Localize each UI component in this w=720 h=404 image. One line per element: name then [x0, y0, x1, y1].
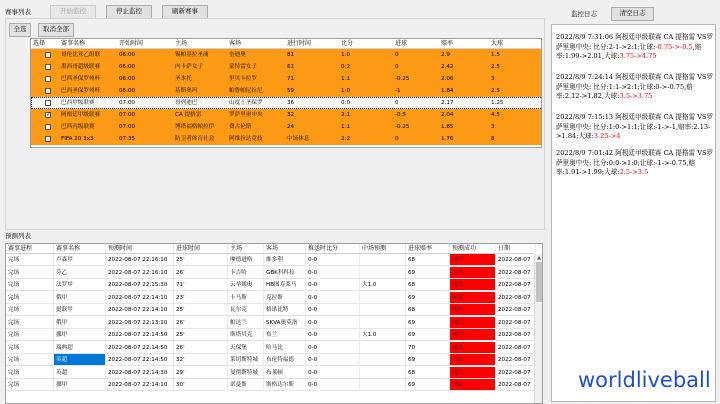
- event-cell: 阿维拉达竞技: [229, 136, 263, 142]
- event-cell: 巴西丙级联赛: [61, 124, 95, 130]
- prediction-cell: 完场: [6, 329, 54, 340]
- prediction-row[interactable]: [6, 329, 534, 341]
- event-cell: 0: [395, 136, 399, 142]
- event-header-cell: 赛事名称: [61, 40, 86, 47]
- prediction-cell: 大1.0: [360, 279, 406, 290]
- prediction-cell: 2022-08-07: [496, 329, 536, 340]
- prediction-cell: [360, 317, 406, 328]
- prediction-cell: 2022-08-07 22:15:30: [106, 279, 174, 290]
- prediction-cell: 格诺比特: [264, 304, 306, 315]
- prediction-cell: SKVA奥莫洛: [264, 317, 306, 328]
- prediction-header-cell: 赛事进程: [6, 244, 54, 253]
- event-cell: 1:1: [341, 124, 351, 130]
- prediction-success-cell: 成功: [450, 379, 496, 390]
- prediction-cell: 完场: [6, 317, 54, 328]
- prediction-cell: 25': [174, 254, 228, 265]
- prediction-cell: [360, 354, 406, 365]
- event-header-cell: 进行时间: [287, 40, 312, 47]
- event-cell: 06:00: [119, 76, 136, 82]
- event-cell: 2.06: [441, 76, 454, 82]
- event-cell: -1: [395, 88, 401, 94]
- event-cell: 中场休息: [287, 136, 310, 142]
- prediction-cell: 瓦尔克: [228, 304, 264, 315]
- prediction-header-cell: 赛事名称: [54, 244, 106, 253]
- event-cell: 0:2: [341, 64, 351, 70]
- prediction-cell: 2022-08-07 22:14:50: [106, 354, 174, 365]
- prediction-cell: 2022-08-07: [496, 367, 536, 378]
- event-cell: 墨西哥超级联赛: [61, 64, 101, 70]
- prediction-cell: [360, 254, 406, 265]
- prediction-header-cell: 主场: [228, 244, 264, 253]
- log-entry: [556, 113, 714, 142]
- log-text: 2022/8/9 7:31:06 阿根廷甲级联赛 CA 提格雷 VS罗萨里奥中央: 比分:2-1->2:1;让球:: [556, 33, 714, 51]
- prediction-cell: 2022-08-07 22:14:50: [106, 342, 174, 353]
- event-cell: 1:1: [341, 76, 351, 82]
- event-row[interactable]: [31, 121, 542, 133]
- prediction-cell: 挪甲: [54, 329, 106, 340]
- prediction-success-cell: 成功: [450, 254, 496, 265]
- prediction-cell: [360, 267, 406, 278]
- event-cell: 24: [287, 124, 295, 130]
- log-entry: [556, 149, 714, 178]
- event-select-cell[interactable]: [31, 121, 59, 133]
- event-cell: 巴西甲级联赛: [61, 100, 95, 106]
- prediction-cell: 完场: [6, 304, 54, 315]
- prediction-cell: 71': [174, 279, 228, 290]
- event-cell: 61: [287, 64, 295, 70]
- event-select-cell[interactable]: [31, 85, 59, 97]
- event-cell: FIFA 20 3x3: [61, 136, 94, 142]
- prediction-cell: 哈马比: [264, 342, 306, 353]
- deselect-all-button[interactable]: 取消全部: [38, 23, 74, 37]
- prediction-cell: 英超: [54, 367, 106, 378]
- prediction-cell: GBK科科拉: [264, 267, 306, 278]
- event-cell: 2:1: [341, 112, 351, 118]
- event-cell: 圣本托: [175, 76, 192, 82]
- prediction-header-cell: 客场: [264, 244, 306, 253]
- event-cell: 内卡萨女子: [175, 64, 203, 70]
- prediction-cell: 俄甲: [54, 292, 106, 303]
- prediction-cell: 完场: [6, 292, 54, 303]
- prediction-cell: [360, 292, 406, 303]
- prediction-list-label: 预测列表: [5, 232, 31, 240]
- event-cell: 32: [287, 112, 295, 118]
- prediction-header-cell: 进球赔率: [406, 244, 450, 253]
- prediction-cell: 0-0: [306, 379, 360, 390]
- event-cell: 1:0: [341, 52, 351, 58]
- prediction-cell: 68: [406, 279, 450, 290]
- prediction-row[interactable]: [6, 342, 534, 354]
- event-row[interactable]: [31, 61, 542, 73]
- event-select-cell[interactable]: [31, 97, 59, 109]
- refresh-events-button[interactable]: 刷新赛事: [162, 5, 208, 19]
- prediction-success-cell: 成功: [450, 329, 496, 340]
- event-cell: 1.84: [441, 88, 454, 94]
- prediction-cell: 布莱顿: [264, 367, 306, 378]
- event-header-cell: 选择: [33, 40, 46, 47]
- log-text: 2022/8/9 7:15:13 阿根廷甲级联赛 CA 提格雷 VS罗萨里奥中央: 比分:1:0->1:1;让球:-1->-1,赔率:2.13->1.84;大球:: [556, 113, 714, 141]
- prediction-cell: HB图寿莱马: [264, 279, 306, 290]
- prediction-cell: 25': [174, 329, 228, 340]
- prediction-cell: 卡吉哈: [228, 267, 264, 278]
- prediction-success-cell: 成功: [450, 267, 496, 278]
- scroll-thumb[interactable]: [536, 262, 542, 302]
- event-cell: 59: [287, 88, 295, 94]
- event-cell: 2.04: [441, 112, 454, 118]
- prediction-cell: 完场: [6, 267, 54, 278]
- event-cell: CA 提格雷: [175, 112, 202, 118]
- select-all-button[interactable]: 全选: [9, 23, 31, 37]
- event-cell: 2.17: [441, 100, 454, 106]
- prediction-header-cell: 预测成功: [450, 244, 496, 253]
- event-select-checkbox[interactable]: [45, 88, 51, 94]
- prediction-cell: 莱切斯特城: [228, 354, 264, 365]
- event-row[interactable]: [31, 97, 542, 109]
- prediction-cell: 克拉斯: [264, 292, 306, 303]
- prediction-cell: 卡马斯: [228, 292, 264, 303]
- prediction-cell: 2022-08-07 22:16:10: [106, 254, 174, 265]
- event-cell: 2.5: [491, 64, 500, 70]
- prediction-cell: 曼彻斯特城: [228, 367, 264, 378]
- event-cell: 1.5: [491, 52, 500, 58]
- log-entry: [556, 73, 714, 102]
- log-change-text: 3.25->4: [593, 132, 621, 141]
- prediction-cell: 30': [174, 379, 228, 390]
- event-cell: 07:00: [119, 124, 136, 130]
- event-cell: 07:00: [119, 100, 136, 106]
- prediction-cell: 69: [406, 267, 450, 278]
- event-cell: 06:00: [119, 88, 136, 94]
- prediction-cell: 2022-08-07 22:14:30: [106, 367, 174, 378]
- prediction-cell: 69: [406, 317, 450, 328]
- prediction-cell: 完场: [6, 354, 54, 365]
- prediction-cell: 0-0: [306, 267, 360, 278]
- prediction-cell: 26': [174, 342, 228, 353]
- log-text: 2022/8/9 7:01:42 阿根廷甲级联赛 CA 提格雷 VS罗萨里奥中央: 比分:0:0->1:0;让球:-1->-0.75,赔率:1.91->1.99;大球:: [556, 149, 714, 177]
- event-select-checkbox[interactable]: [45, 76, 51, 82]
- prediction-success-cell: 成功: [450, 367, 496, 378]
- event-row[interactable]: [31, 85, 542, 97]
- log-change-text: 3.75->4.75: [619, 52, 657, 61]
- monitor-log-panel[interactable]: [551, 24, 716, 402]
- prediction-cell: 0-0: [306, 354, 360, 365]
- event-header-cell: 进球: [395, 40, 408, 47]
- event-cell: 山度士圣保罗: [229, 100, 263, 106]
- event-cell: 1.85: [441, 124, 454, 130]
- event-cell: -0.5: [395, 112, 406, 118]
- event-select-cell[interactable]: [31, 49, 59, 61]
- prediction-cell: 完场: [6, 379, 54, 390]
- prediction-header-cell: 中场预测: [360, 244, 406, 253]
- start-monitor-button[interactable]: 开始监控: [50, 5, 96, 19]
- prediction-cell: 0-0: [306, 317, 360, 328]
- event-header-cell: 主场: [175, 40, 188, 47]
- event-cell: 0: [395, 64, 399, 70]
- prediction-row[interactable]: [6, 267, 534, 279]
- event-cell: 奎迪奥: [229, 52, 246, 58]
- prediction-cell: 0-0: [306, 329, 360, 340]
- prediction-cell: 0-0: [306, 254, 360, 265]
- prediction-success-cell: 成功: [450, 304, 496, 315]
- event-cell: 06:00: [119, 64, 136, 70]
- prediction-row[interactable]: [6, 354, 534, 366]
- event-list-label: 赛事列表: [5, 8, 31, 16]
- prediction-cell: 诺曼斯: [228, 379, 264, 390]
- event-row[interactable]: [31, 73, 542, 85]
- prediction-cell: [360, 342, 406, 353]
- prediction-cell: 挪甲: [54, 379, 106, 390]
- prediction-cell: 0-0: [306, 292, 360, 303]
- scroll-up-icon[interactable]: ▲: [537, 255, 541, 261]
- prediction-row[interactable]: [6, 254, 534, 266]
- prediction-cell: 摩德进格: [228, 254, 264, 265]
- event-cell: 0: [395, 100, 399, 106]
- event-cell: 费古伦斯: [229, 124, 252, 130]
- event-cell: 1:0: [341, 88, 351, 94]
- event-cell: -0.25: [395, 76, 410, 82]
- prediction-cell: 69: [406, 379, 450, 390]
- event-cell: 帕鲁帕尼拉尼: [229, 88, 263, 94]
- prediction-cell: 68: [406, 367, 450, 378]
- prediction-cell: [360, 304, 406, 315]
- event-cell: 36: [287, 100, 295, 106]
- prediction-table-header: [6, 244, 534, 254]
- prediction-cell: 2022-08-07 22:14:10: [106, 379, 174, 390]
- clear-log-button[interactable]: 清空日志: [611, 7, 654, 21]
- prediction-cell: 布兰: [264, 329, 306, 340]
- prediction-cell: 完场: [6, 367, 54, 378]
- event-cell: 2.42: [441, 64, 454, 70]
- prediction-cell: 2022-08-07 22:13:10: [106, 317, 174, 328]
- event-select-cell[interactable]: [31, 61, 59, 73]
- event-table[interactable]: [30, 38, 542, 148]
- prediction-cell: 29': [174, 367, 228, 378]
- log-change-text: -0.75->-0.5: [655, 42, 693, 51]
- event-select-checkbox[interactable]: [45, 64, 51, 70]
- prediction-cell: 完场: [6, 254, 54, 265]
- prediction-cell: 70: [406, 342, 450, 353]
- event-cell: 3: [491, 76, 495, 82]
- prediction-row[interactable]: [6, 317, 534, 329]
- event-cell: 锡帕基拉圣浦: [175, 52, 209, 58]
- event-select-checkbox[interactable]: [45, 52, 51, 58]
- event-cell: 巴西圣保罗州杯: [61, 76, 101, 82]
- event-header-cell: 开始时间: [119, 40, 144, 47]
- prediction-cell: 69: [406, 292, 450, 303]
- prediction-header-cell: 预测时间: [106, 244, 174, 253]
- log-change-text: 2.5->3.5: [619, 168, 649, 177]
- prediction-cell: 32': [174, 354, 228, 365]
- prediction-cell: 2022-08-07: [496, 354, 536, 365]
- prediction-row[interactable]: [6, 379, 534, 391]
- event-row[interactable]: [31, 109, 542, 121]
- event-cell: 07:00: [119, 112, 136, 118]
- prediction-cell: 维多利: [264, 254, 306, 265]
- event-cell: 阿根廷甲级联赛: [61, 112, 101, 118]
- prediction-success-cell: 成功: [450, 317, 496, 328]
- prediction-success-cell: 成功: [450, 292, 496, 303]
- event-cell: 巴西圣保罗州杯: [61, 88, 101, 94]
- prediction-cell: 斯塔贝克: [228, 329, 264, 340]
- event-cell: 71: [287, 76, 295, 82]
- prediction-row[interactable]: [6, 367, 534, 379]
- prediction-cell: 0-0: [306, 304, 360, 315]
- prediction-cell: 2022-08-07: [496, 254, 536, 265]
- event-header-cell: 大球: [491, 40, 504, 47]
- prediction-cell: 完场: [6, 342, 54, 353]
- event-cell: 0:0: [341, 100, 351, 106]
- event-select-cell[interactable]: [31, 133, 59, 145]
- prediction-header-cell: 日期: [496, 244, 536, 253]
- event-cell: 07:35: [119, 136, 136, 142]
- prediction-row[interactable]: [6, 304, 534, 316]
- event-cell: 蒙特雷女子: [229, 64, 257, 70]
- prediction-cell: 大1.0: [360, 329, 406, 340]
- prediction-cell: 挝联甲: [54, 304, 106, 315]
- prediction-cell: 23': [174, 292, 228, 303]
- prediction-success-cell: 成功: [450, 342, 496, 353]
- prediction-cell: 2022-08-07: [496, 279, 536, 290]
- event-cell: 哥伦比亚乙组联: [61, 52, 101, 58]
- prediction-cell: 2022-08-07: [496, 267, 536, 278]
- event-cell: 8: [491, 136, 495, 142]
- event-cell: 2.5: [491, 88, 500, 94]
- event-cell: 2:2: [341, 136, 351, 142]
- prediction-cell: 68: [406, 254, 450, 265]
- event-cell: 里贝卡拉罗: [229, 76, 257, 82]
- event-cell: -0.25: [395, 124, 410, 130]
- monitor-log-label: 监控日志: [571, 10, 597, 18]
- event-cell: 博塔福格帕拉伊: [175, 124, 215, 130]
- prediction-cell: 2022-08-07 22:14:10: [106, 304, 174, 315]
- event-select-checkbox[interactable]: [45, 136, 51, 142]
- event-cell: 1.76: [441, 136, 454, 142]
- event-cell: 基斯奥玛: [175, 88, 198, 94]
- prediction-cell: 2022-08-07 22:16:10: [106, 267, 174, 278]
- prediction-cell: 2022-08-07 22:14:50: [106, 329, 174, 340]
- event-table-header: [31, 39, 542, 49]
- prediction-cell: 25': [174, 304, 228, 315]
- prediction-cell: 2022-08-07: [496, 292, 536, 303]
- event-cell: 防卫者体育社会: [175, 136, 215, 142]
- prediction-cell: 瑞典超: [54, 342, 106, 353]
- prediction-cell: 帕达兰: [228, 317, 264, 328]
- event-select-checkbox[interactable]: [45, 124, 51, 130]
- event-cell: 1.25: [491, 100, 504, 106]
- prediction-header-cell: 推送时比分: [306, 244, 360, 253]
- prediction-cell: 2022-08-07: [496, 304, 536, 315]
- prediction-cell: 2022-08-07: [496, 379, 536, 390]
- log-text: 2022/8/9 7:24:14 阿根廷甲级联赛 CA 提格雷 VS罗萨里奥中央: 比分:1:1->2:1;让球:0->-0.75,赔率:2.12->1.82,大球:: [556, 73, 714, 101]
- prediction-cell: 68: [406, 304, 450, 315]
- log-entry: [556, 33, 714, 62]
- event-header-cell: 客场: [229, 40, 242, 47]
- watermark-text: worldliveball: [578, 368, 711, 392]
- prediction-cell: 2022-08-07 22:14:10: [106, 292, 174, 303]
- event-select-checkbox[interactable]: [45, 100, 51, 106]
- prediction-cell: 布伦特福德: [264, 354, 306, 365]
- event-header-cell: 赔率: [441, 40, 454, 47]
- prediction-cell: [360, 367, 406, 378]
- prediction-cell: 英超: [54, 354, 106, 365]
- event-cell: 罗萨里奥中央: [229, 112, 263, 118]
- log-change-text: 3.5->3.75: [619, 92, 653, 101]
- prediction-cell: 斯格达尔斯: [264, 379, 306, 390]
- prediction-cell: 2022-08-07: [496, 342, 536, 353]
- prediction-cell: 天保堡: [228, 342, 264, 353]
- prediction-cell: 26': [174, 317, 228, 328]
- event-header-cell: 比分: [341, 40, 354, 47]
- prediction-cell: 卢森甲: [54, 254, 106, 265]
- prediction-cell: 2022-08-07: [496, 317, 536, 328]
- prediction-row[interactable]: [6, 279, 534, 291]
- event-cell: 81: [287, 52, 295, 58]
- prediction-cell: 0-0: [306, 367, 360, 378]
- event-cell: 哥列迪巴: [175, 100, 198, 106]
- prediction-cell: 法罗甲: [54, 279, 106, 290]
- prediction-success-cell: 成功: [450, 354, 496, 365]
- prediction-cell: 0-0: [306, 342, 360, 353]
- event-cell: 4.5: [491, 112, 500, 118]
- event-row[interactable]: [31, 49, 542, 61]
- event-select-checkbox[interactable]: [45, 112, 51, 118]
- prediction-table[interactable]: [5, 243, 543, 404]
- event-select-cell[interactable]: [31, 73, 59, 85]
- event-cell: 0: [395, 52, 399, 58]
- prediction-row[interactable]: [6, 292, 534, 304]
- prediction-cell: 0-0: [306, 279, 360, 290]
- prediction-cell: 69: [406, 354, 450, 365]
- prediction-cell: 云举烯奥: [228, 279, 264, 290]
- event-select-cell[interactable]: [31, 109, 59, 121]
- log-text: ,赔率:1.99->2.01,大球:: [556, 42, 702, 61]
- event-row[interactable]: [31, 133, 542, 145]
- prediction-cell: 完场: [6, 279, 54, 290]
- event-cell: 06:00: [119, 52, 136, 58]
- prediction-cell: 26': [174, 267, 228, 278]
- prediction-cell: 俄甲: [54, 317, 106, 328]
- prediction-cell: 69: [406, 329, 450, 340]
- prediction-success-cell: 成功: [450, 279, 496, 290]
- event-cell: 3: [491, 124, 495, 130]
- stop-monitor-button[interactable]: 停止监控: [106, 5, 152, 19]
- prediction-header-cell: 进球时间: [174, 244, 228, 253]
- prediction-cell: [360, 379, 406, 390]
- prediction-cell: 芬乙: [54, 267, 106, 278]
- event-cell: 2.9: [441, 52, 450, 58]
